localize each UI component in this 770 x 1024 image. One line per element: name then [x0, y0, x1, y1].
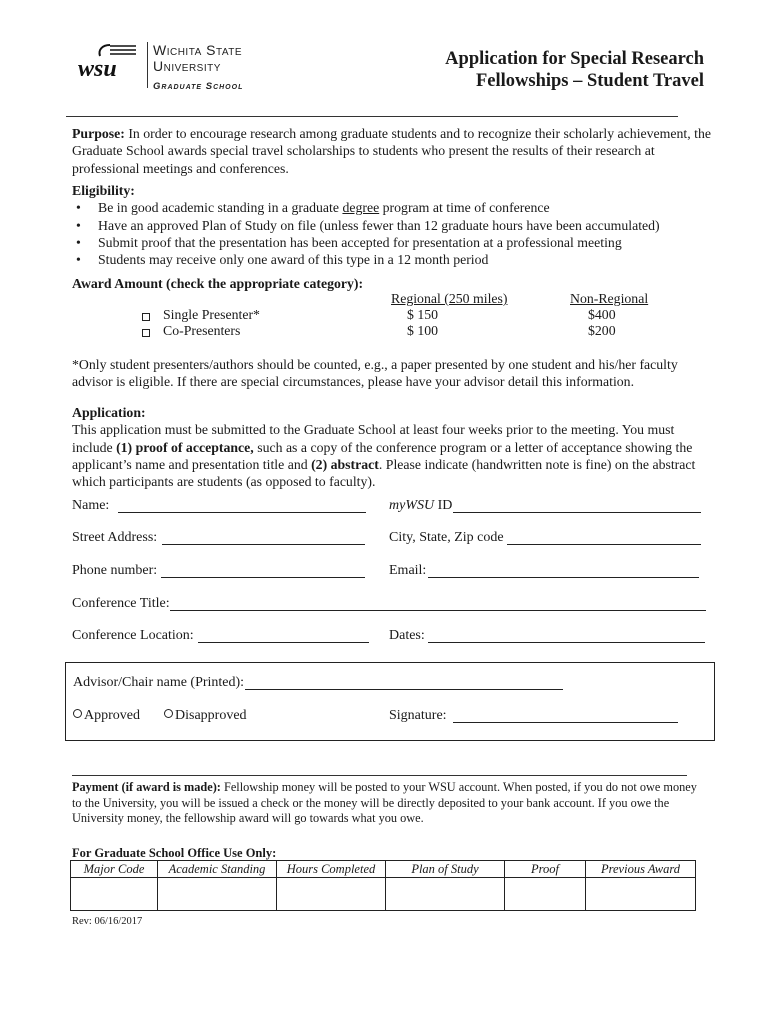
previous-award-cell[interactable]	[586, 878, 696, 911]
major-code-cell[interactable]	[71, 878, 158, 911]
hours-completed-cell[interactable]	[277, 878, 386, 911]
signature-field[interactable]	[453, 722, 678, 723]
conference-location-field[interactable]	[198, 642, 369, 643]
approved-label: Approved	[84, 708, 140, 723]
logo-monogram: wsu	[78, 56, 117, 82]
application-section	[72, 404, 712, 490]
page-title	[445, 48, 704, 92]
col-proof: Proof	[505, 861, 586, 878]
purpose-label: Purpose:	[72, 126, 125, 141]
award-note: *Only student presenters/authors should be counted, e.g., a paper presented by one student and his/her faculty advisor is eligible. If there are special circumstances, please have your advisor detail this information.	[72, 357, 678, 390]
co-regional-amount: $ 100	[407, 323, 439, 338]
payment-rule	[72, 775, 687, 776]
col-academic-standing: Academic Standing	[158, 861, 277, 878]
header-rule	[66, 116, 678, 117]
proof-cell[interactable]	[505, 878, 586, 911]
mywsu-id-field[interactable]	[453, 512, 701, 513]
eligibility-item: • Submit proof that the presentation has been accepted for presentation at a professional meeting	[72, 234, 712, 251]
logo-divider	[147, 42, 148, 88]
payment-label: Payment (if award is made):	[72, 780, 221, 794]
office-use-table	[70, 860, 696, 911]
eligibility-item: • Be in good academic standing in a graduate degree program at time of conference	[72, 199, 712, 216]
disapproved-radio[interactable]	[164, 709, 173, 718]
purpose-text: In order to encourage research among graduate students and to recognize their scholarly achievement, the Graduate School awards special travel scholarships to students who present the results of their research at professional meetings and conferences.	[72, 126, 712, 176]
col-previous-award: Previous Award	[586, 861, 696, 878]
logo-line-university: University	[153, 58, 221, 74]
phone-label: Phone number:	[72, 563, 158, 578]
revision-date: Rev: 06/16/2017	[72, 916, 143, 927]
co-nonregional-amount: $200	[588, 323, 616, 338]
award-label: Award Amount (check the appropriate category):	[72, 276, 364, 291]
col-header-regional: Regional (250 miles)	[391, 291, 508, 306]
advisor-name-label: Advisor/Chair name (Printed):	[73, 675, 245, 690]
eligibility-list	[72, 199, 712, 268]
approved-option[interactable]	[73, 708, 140, 724]
mywsu-id-label: myWSU ID	[389, 498, 453, 513]
university-logo-text	[153, 42, 243, 92]
street-address-label: Street Address:	[72, 530, 158, 545]
logo-line-graduate-school: Graduate School	[153, 81, 244, 92]
conference-location-label: Conference Location:	[72, 628, 194, 643]
city-state-zip-label: City, State, Zip code	[389, 530, 504, 545]
col-major-code: Major Code	[71, 861, 158, 878]
disapproved-option[interactable]	[164, 708, 247, 724]
title-line-1: Application for Special Research	[445, 49, 704, 69]
academic-standing-cell[interactable]	[158, 878, 277, 911]
dates-label: Dates:	[389, 628, 425, 643]
name-label: Name:	[72, 498, 110, 513]
eligibility-section	[72, 182, 712, 268]
logo-line-wichita-state: Wichita State	[153, 42, 243, 58]
single-regional-amount: $ 150	[407, 307, 439, 322]
eligibility-item: • Have an approved Plan of Study on file (unless fewer than 12 graduate hours have been accumulated)	[72, 217, 712, 234]
col-header-nonregional: Non-Regional	[570, 291, 649, 306]
co-presenters-label: Co-Presenters	[163, 323, 241, 338]
phone-field[interactable]	[161, 577, 365, 578]
title-line-2: Fellowships – Student Travel	[475, 71, 704, 91]
purpose-section	[72, 125, 712, 177]
payment-section	[72, 780, 708, 827]
city-state-zip-field[interactable]	[507, 544, 701, 545]
wsu-logo-icon	[76, 42, 138, 82]
advisor-name-field[interactable]	[245, 689, 563, 690]
single-nonregional-amount: $400	[588, 307, 616, 322]
name-field[interactable]	[118, 512, 366, 513]
street-address-field[interactable]	[162, 544, 365, 545]
office-use-label: For Graduate School Office Use Only:	[72, 846, 277, 860]
single-presenter-label: Single Presenter*	[163, 307, 260, 322]
eligibility-label: Eligibility:	[72, 183, 135, 198]
signature-label: Signature:	[389, 708, 447, 723]
advisor-box	[65, 662, 715, 741]
office-table-header-row	[71, 861, 696, 878]
office-table-entry-row	[71, 878, 696, 911]
eligibility-item: • Students may receive only one award of this type in a 12 month period	[72, 251, 712, 268]
approved-radio[interactable]	[73, 709, 82, 718]
col-hours-completed: Hours Completed	[277, 861, 386, 878]
application-label: Application:	[72, 405, 146, 420]
disapproved-label: Disapproved	[175, 708, 247, 723]
single-presenter-checkbox[interactable]	[142, 313, 150, 321]
conference-title-label: Conference Title:	[72, 596, 170, 611]
conference-title-field[interactable]	[170, 610, 706, 611]
col-plan-of-study: Plan of Study	[386, 861, 505, 878]
email-field[interactable]	[428, 577, 699, 578]
co-presenters-checkbox[interactable]	[142, 329, 150, 337]
payment-text: Fellowship money will be posted to your WSU account. When posted, if you do not owe money to the University, you will be issued a check or the money will be directly deposited to your bank account. If you owe the University money, the fellowship award will go towards what you owe.	[72, 780, 697, 826]
plan-of-study-cell[interactable]	[386, 878, 505, 911]
application-text: This application must be submitted to the Graduate School at least four weeks prior to the meeting. You must include (1) proof of acceptance, such as a copy of the conference program or a letter of acceptance showing the applicant’s name and presentation title and (2) abstract. Please indicate (handwritten note is fine) on the abstract which participants are students (as opposed to faculty).	[72, 422, 696, 490]
dates-field[interactable]	[428, 642, 705, 643]
email-label: Email:	[389, 563, 427, 578]
